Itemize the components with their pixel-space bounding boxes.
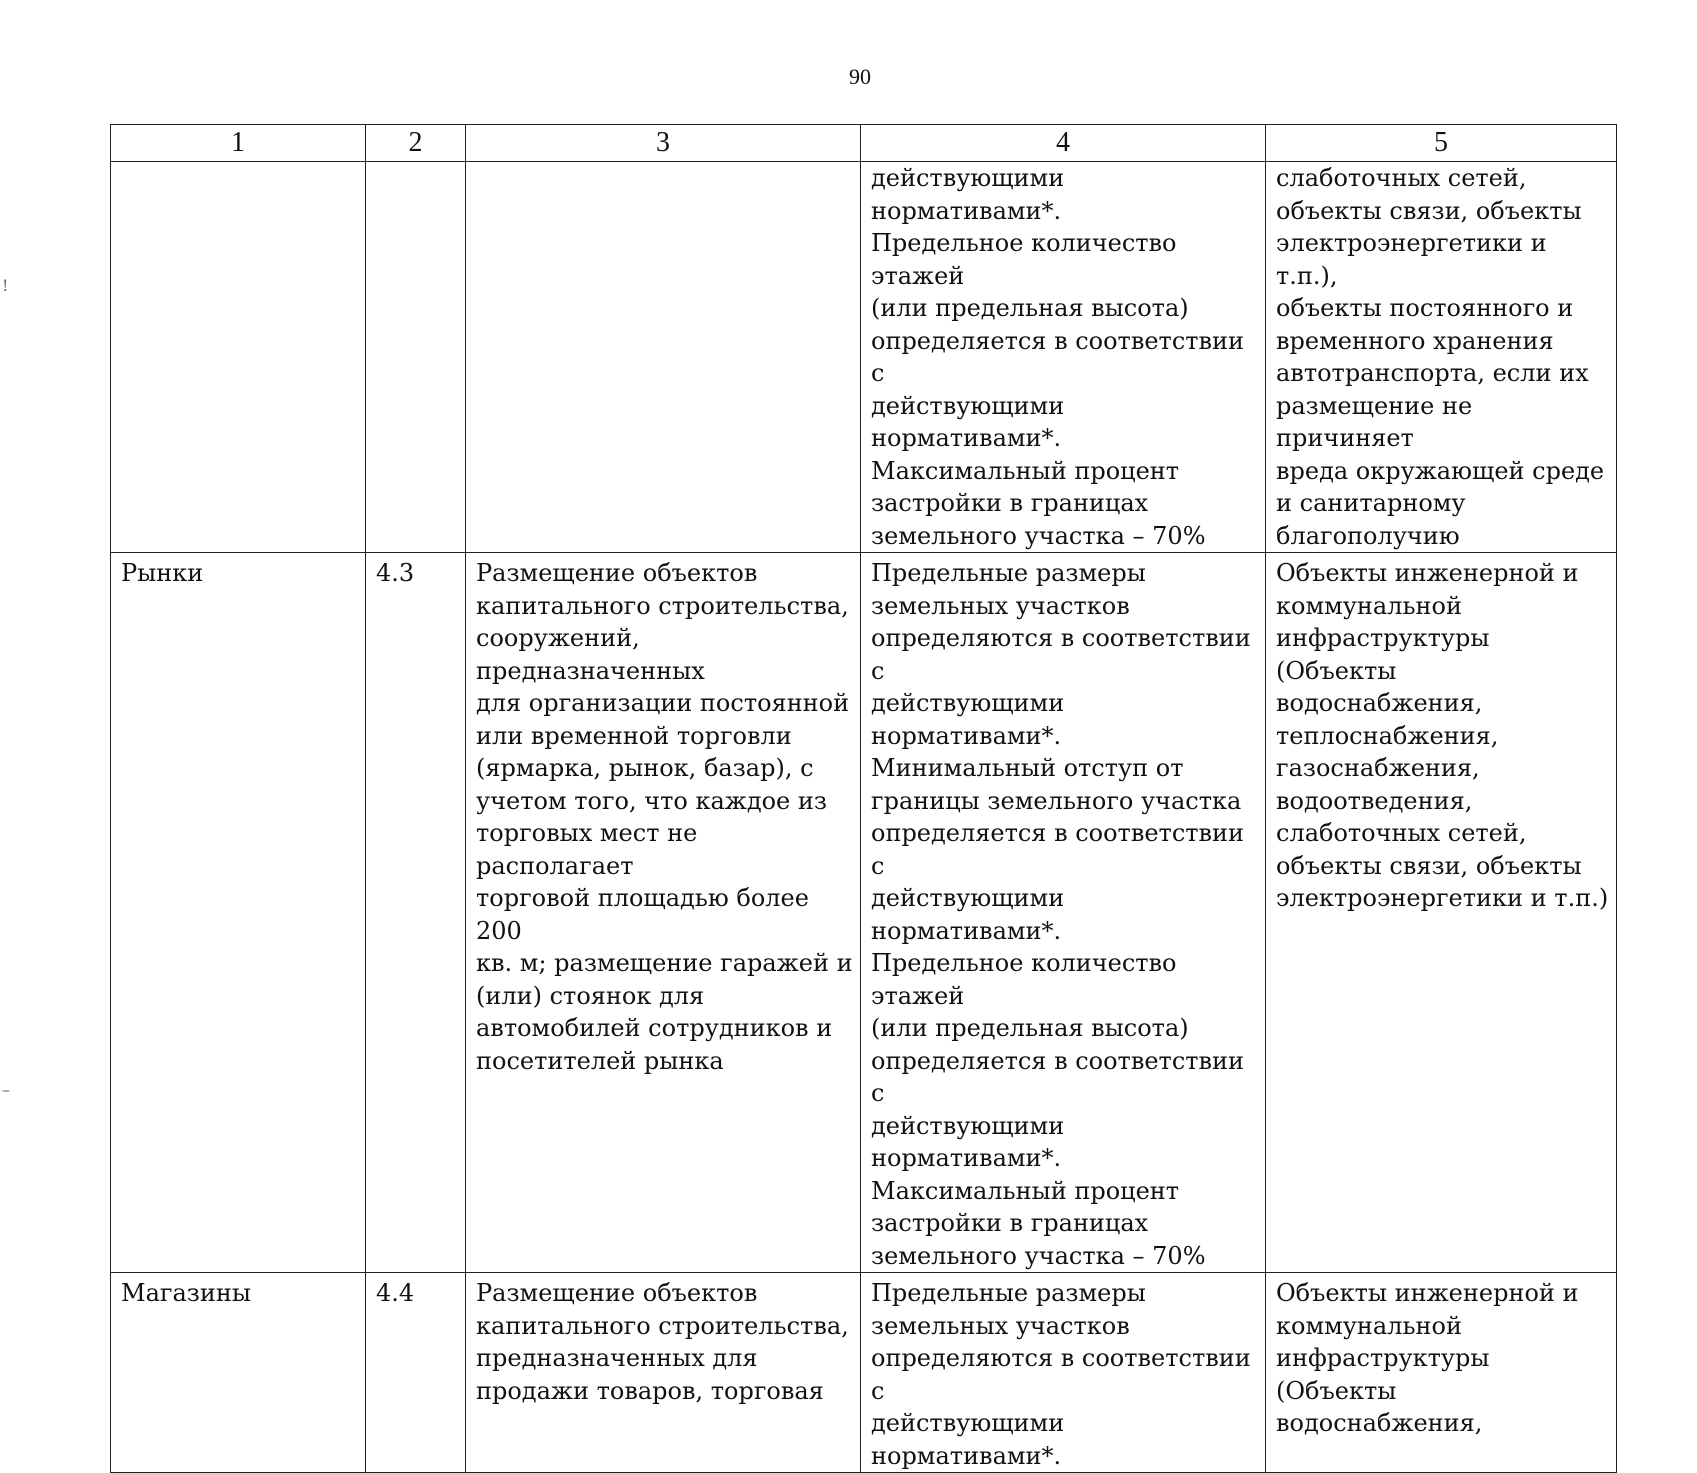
use-type-cell xyxy=(111,162,366,553)
code-cell xyxy=(366,162,466,553)
column-header-5: 5 xyxy=(1266,125,1617,162)
parameters-cell: Предельные размеры земельных участков определяются в соответствии с действующими нормативами*. xyxy=(861,1273,1266,1473)
use-type-cell: Магазины xyxy=(111,1273,366,1473)
column-header-3: 3 xyxy=(466,125,861,162)
code-cell: 4.3 xyxy=(366,553,466,1273)
table-row xyxy=(111,553,1617,1273)
description-cell xyxy=(466,162,861,553)
column-header-1: 1 xyxy=(111,125,366,162)
code-cell: 4.4 xyxy=(366,1273,466,1473)
auxiliary-uses-cell: слаботочных сетей, объекты связи, объекты электроэнергетики и т.п.), объекты постоянного и временного хранения автотранспорта, если их размещение не причиняет вреда окружающей среде и санитарному благополучию xyxy=(1266,162,1617,553)
margin-mark: – xyxy=(2,1080,10,1099)
description-cell: Размещение объектов капитального строительства, предназначенных для продажи товаров, торговая xyxy=(466,1273,861,1473)
margin-mark: ! xyxy=(2,276,9,295)
auxiliary-uses-cell: Объекты инженерной и коммунальной инфраструктуры (Объекты водоснабжения, теплоснабжения, газоснабжения, водоотведения, слаботочных сетей, объекты связи, объекты электроэнергетики и т.п.) xyxy=(1266,553,1617,1273)
description-cell: Размещение объектов капитального строительства, сооружений, предназначенных для организации постоянной или временной торговли (ярмарка, рынок, базар), с учетом того, что каждое из торговых мест не располагает торговой площадью более 200 кв. м; размещение гаражей и (или) стоянок для автомобилей сотрудников и посетителей рынка xyxy=(466,553,861,1273)
page-number: 90 xyxy=(849,64,871,89)
parameters-cell: Предельные размеры земельных участков определяются в соответствии с действующими нормативами*. Минимальный отступ от границы земельного участка определяется в соответствии с действующими нормативами*. Предельное количество этажей (или предельная высота) определяется в соответствии с действующими нормативами*. Максимальный процент застройки в границах земельного участка – 70% xyxy=(861,553,1266,1273)
zoning-table xyxy=(110,124,1617,1473)
column-header-4: 4 xyxy=(861,125,1266,162)
header-row xyxy=(111,125,1617,162)
use-type-cell: Рынки xyxy=(111,553,366,1273)
table-row xyxy=(111,162,1617,553)
table-row xyxy=(111,1273,1617,1473)
auxiliary-uses-cell: Объекты инженерной и коммунальной инфраструктуры (Объекты водоснабжения, xyxy=(1266,1273,1617,1473)
column-header-2: 2 xyxy=(366,125,466,162)
parameters-cell: действующими нормативами*. Предельное количество этажей (или предельная высота) определяется в соответствии с действующими нормативами*. Максимальный процент застройки в границах земельного участка – 70% xyxy=(861,162,1266,553)
